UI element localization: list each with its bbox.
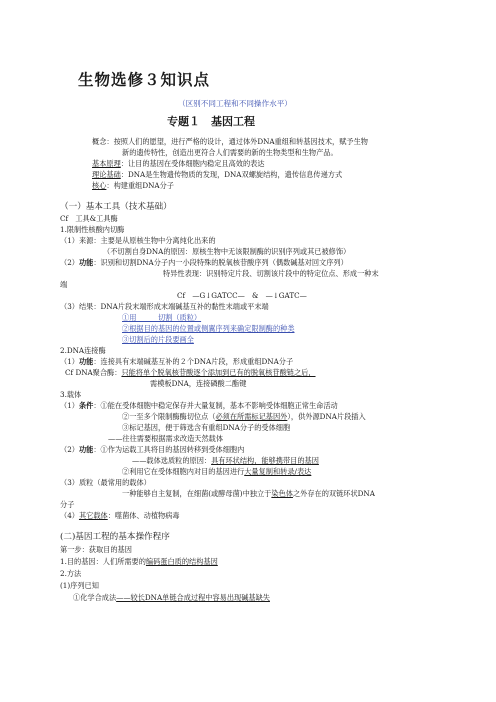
plasmid-desc-a: 一种能够自主复制，在细菌(或酵母菌)中独立于 [122,489,272,498]
ligase-compare-a: Cf DNA聚合酶： [65,368,122,377]
vector-fn-1: ：①作为运载工具将目的基因转移到受体细胞内 [93,445,245,454]
vector-function-note [132,456,319,465]
concept-line-1: 概念：按照人们的愿望，进行严格的设计，通过体外DNA重组和转基因技术，赋予生物 [92,137,368,146]
ligase-function [60,357,293,366]
other-b: 其它载体 [78,511,108,520]
method-line: 2.方法 [60,569,82,578]
ligase-label: 功能 [78,357,94,366]
condition-2a: ②一至多个限制酶酶切位点（ [122,412,216,421]
condition-note: ——往往需要根据需求改造天然载体 [108,434,224,443]
ligase-num: （1） [60,357,79,366]
chem-b: ——较长DNA单链合成过程中容易出现碱基缺失 [116,593,270,602]
ligase-compare [65,368,316,377]
use-line-3: ③切割后的片段要画全 [122,335,194,344]
target-gene-a: 1.目的基因：人们所需要的 [60,557,146,566]
vector-fn-note-b: 具有环状结构，能够携带目的基因 [211,456,319,465]
vector-fn-label: 功能 [78,445,94,454]
other-c: ：噬菌体、动植物病毒 [107,511,180,520]
topic-heading: 专题１ 基因工程 [167,115,255,128]
condition-2c: ），供外源DNA片段插入 [287,412,366,421]
plasmid-desc [122,489,375,498]
vector-function-2 [122,467,311,476]
principle-text: ：让目的基因在受体细胞内稳定且高效的表达 [120,159,265,168]
principle-line [92,159,265,168]
target-gene [60,557,218,566]
function-num: （2） [60,258,79,267]
tools-line: Cf 工具&工具酶 [60,214,118,223]
condition-label: 条件 [78,401,94,410]
use-line-2: ②根据目的基因的位置或侧翼序列来确定限制酶的种类 [122,324,295,333]
vector-fn-2a: ②利用它在受体细胞内对目的基因进行 [122,467,245,476]
use-line-1: ①用 切割（质粒） [122,313,202,322]
other-vectors [60,511,180,520]
vector-fn-note-a: ——载体选质粒的原因： [132,456,212,465]
condition-line-1 [60,401,338,410]
section-1-heading: （一）基本工具（技术基础） [60,202,172,212]
sequence-example: Cf —G↓GATCC— & —↓GATC— [177,291,307,300]
core-line [92,181,174,190]
theory-line [92,170,342,179]
plasmid-desc-end: 分子 [60,500,75,509]
section-2-heading: (二)基因工程的基本操作程序 [60,532,170,542]
concept-line-2: 新的遗传特性，创造出更符合人们需要的新的生物类型和生物产品。 [122,148,338,157]
core-label: 核心 [92,181,107,190]
enzyme-title: 1.限制性核酸内切酶 [60,225,125,234]
function-line [60,258,348,267]
chem-synthesis [73,593,270,602]
specificity-line: 特异性表现：识别特定片段、切割该片段中的特定位点、形成一种末 [163,269,379,278]
other-a: （4） [60,511,79,520]
page-title: 生物选修３知识点 [78,70,211,89]
function-label: 功能 [78,258,94,267]
plasmid-desc-c: 之外存在的双链环状DNA [292,489,375,498]
result-line: （3）结果：DNA片段末端形成末端碱基互补的黏性末端或平末端 [60,302,269,311]
vector-title: 3.载体 [60,390,82,399]
vector-function-1 [60,445,244,454]
condition-num: （1） [60,401,79,410]
plasmid-line: （3）质粒（最常用的载体） [60,478,151,487]
target-gene-b: 编码蛋白质的结构基因 [145,557,218,566]
condition-line-3: ③标记基因，便于筛选含有重组DNA分子的受体细胞 [122,423,291,432]
ligase-compare-c: 需模板DNA，连接磷酸二酯键 [150,379,247,388]
chem-a: ①化学合成法 [73,593,117,602]
theory-label: 理论基础 [92,170,121,179]
theory-text: ：DNA是生物遗传物质的发现，DNA双螺旋结构，遗传信息传递方式 [120,170,343,179]
specificity-end: 端 [60,280,68,289]
source-line: （1）来源：主要是从原核生物中分离纯化出来的 [60,236,216,245]
plasmid-desc-b: 染色体 [271,489,293,498]
source-note: （不切割自身DNA的原因：原核生物中无该限制酶的识别序列或其已被修饰） [103,247,351,256]
page-subtitle: （区别不同工程和不同操作水平） [178,99,292,108]
core-text: ：构建重组DNA分子 [106,181,174,190]
ligase-compare-b: 只能将单个脱氧核苷酸逐个添加到已有的脱氧核苷酸链之后， [121,368,316,377]
step-1: 第一步：获取目的基因 [60,545,132,554]
condition-2b: 必须在所需标记基因外 [215,412,288,421]
vector-fn-num: （2） [60,445,79,454]
vector-fn-2b: 大量复制和转录/表达 [244,467,312,476]
ligase-title: 2.DNA连接酶 [60,346,106,355]
principle-label: 基本原理 [92,159,121,168]
condition-line-2 [122,412,366,421]
function-text: ：识别和切割DNA分子内一小段特殊的脱氧核苷酸序列（偶数碱基对回文序列） [93,258,348,267]
known-seq: (1)序列已知 [60,581,99,590]
ligase-text: ：连接具有末端碱基互补的２个DNA片段，形成重组DNA分子 [93,357,294,366]
condition-1: ：①能在受体细胞中稳定保存并大量复制，基本不影响受体细胞正常生命活动 [93,401,338,410]
